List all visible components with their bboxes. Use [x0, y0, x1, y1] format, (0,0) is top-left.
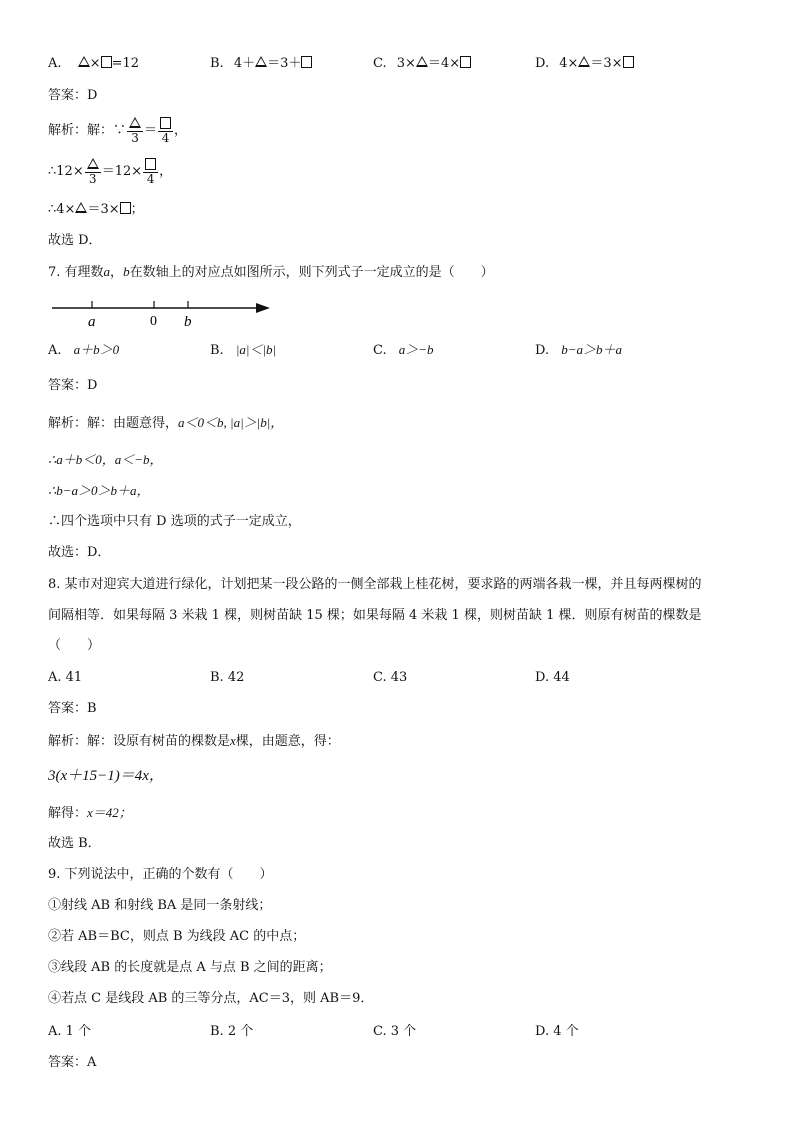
- separator: ，: [110, 265, 124, 280]
- q6-option-b: [210, 55, 312, 73]
- q8-option-d: D. 44: [535, 670, 570, 685]
- stem-suffix: 在数轴上的对应点如图所示，则下列式子一定成立的是（ ）: [129, 265, 494, 280]
- analysis-lead: 解析：解：设原有树苗的棵数是: [48, 734, 231, 749]
- q9-option-d: D. 4 个: [535, 1024, 579, 1039]
- step-mid: ＝12×: [101, 164, 143, 179]
- q8-answer: 答案：B: [48, 701, 97, 716]
- option-text: 3×: [396, 56, 416, 71]
- q8-option-b: B. 42: [210, 670, 245, 685]
- option-text: b−a＞b＋a: [561, 342, 623, 357]
- option-text: a＞−b: [398, 342, 434, 357]
- times-sign: ×: [89, 56, 101, 71]
- triangle-icon: [255, 56, 267, 67]
- option-label: B.: [210, 56, 224, 71]
- q9-item-3: ③线段 AB 的长度就是点 A 与点 B 之间的距离；: [48, 960, 332, 975]
- square-icon: [160, 117, 171, 129]
- option-label: D.: [535, 343, 550, 358]
- q8-stem-line1: 8. 某市对迎宾大道进行绿化，计划把某一段公路的一侧全部栽上桂花树，要求路的两端各栽一棵，并且每两棵树的: [48, 577, 702, 592]
- label-zero: 0: [150, 314, 157, 329]
- q9-option-b: B. 2 个: [210, 1024, 254, 1039]
- label-a: a: [88, 314, 96, 330]
- option-text: ＝3×: [590, 56, 623, 71]
- square-icon: [101, 56, 112, 68]
- analysis-lead: 解析：解：∵: [48, 123, 127, 138]
- option-text: 4＋: [233, 56, 256, 71]
- analysis-expr: a＜0＜b, |a|＞|b|，: [178, 415, 284, 430]
- q8-solve-line: [48, 804, 132, 823]
- option-label: B.: [210, 343, 224, 358]
- q7-option-a: [48, 341, 119, 360]
- q7-option-d: [535, 341, 622, 360]
- option-text: |a|＜|b|: [235, 342, 277, 357]
- comma: ，: [174, 123, 188, 138]
- semicolon: ；: [130, 202, 144, 217]
- q8-stem-line3: （ ）: [48, 638, 101, 653]
- square-icon: [460, 56, 471, 68]
- option-label: C.: [373, 56, 387, 71]
- q7-answer: 答案：D: [48, 378, 98, 393]
- equals-sign: ＝: [144, 123, 158, 138]
- equals-twelve: =12: [111, 56, 140, 71]
- q8-equation: 3(x＋15−1)＝4x，: [48, 768, 164, 784]
- q9-item-4: ④若点 C 是线段 AB 的三等分点，AC＝3，则 AB＝9．: [48, 991, 374, 1006]
- q8-option-c: C. 43: [373, 670, 408, 685]
- q9-option-a: A. 1 个: [48, 1024, 92, 1039]
- option-text: ＝4×: [427, 56, 461, 71]
- square-icon: [120, 202, 131, 214]
- option-label: A.: [48, 56, 62, 71]
- option-text: 4×: [559, 56, 579, 71]
- fraction-triangle-over-3: [127, 117, 143, 145]
- solution: x＝42；: [87, 805, 132, 820]
- analysis-tail: 棵，由题意，得：: [235, 734, 340, 749]
- q7-analysis-line1: [48, 414, 283, 433]
- q7-option-b: [210, 341, 276, 360]
- number-line-figure: [48, 296, 278, 330]
- q9-option-c: C. 3 个: [373, 1024, 417, 1039]
- q8-conclusion: 故选 B．: [48, 836, 101, 851]
- q7-stem: [48, 263, 494, 282]
- fraction-square-over-4: [158, 117, 173, 145]
- q9-stem: 9. 下列说法中，正确的个数有（ ）: [48, 867, 273, 882]
- q7-conclusion: 故选：D．: [48, 545, 111, 560]
- triangle-icon: [87, 158, 99, 169]
- q8-stem-line2: 间隔相等．如果每隔 3 米栽 1 棵，则树苗缺 15 棵；如果每隔 4 米栽 1 棵，则树苗缺 1 棵．则原有树苗的棵数是: [48, 608, 702, 623]
- q6-option-c: [373, 55, 471, 73]
- triangle-icon: [129, 117, 141, 128]
- step-prefix: ∴4×: [48, 202, 76, 217]
- q8-option-a: A. 41: [48, 670, 83, 685]
- q6-option-a: [48, 55, 139, 73]
- label-b: b: [184, 314, 192, 330]
- solve-label: 解得：: [48, 806, 88, 821]
- q9-item-1: ①射线 AB 和射线 BA 是同一条射线；: [48, 898, 272, 913]
- var-x: x: [230, 733, 236, 748]
- triangle-icon: [75, 202, 87, 213]
- triangle-icon: [78, 56, 90, 67]
- q7-analysis-step2: ∴b−a＞0＞b＋a，: [48, 483, 150, 498]
- option-label: D.: [535, 56, 550, 71]
- option-label: C.: [373, 343, 387, 358]
- step-mid: ＝3×: [87, 202, 120, 217]
- denominator: 4: [161, 130, 170, 145]
- square-icon: [301, 56, 312, 68]
- q9-answer: 答案：A: [48, 1055, 97, 1070]
- q7-option-c: [373, 341, 434, 360]
- option-text: ＝3＋: [267, 56, 302, 71]
- analysis-lead: 解析：解：由题意得，: [48, 416, 179, 431]
- q6-conclusion: 故选 D．: [48, 233, 102, 248]
- q6-option-d: [535, 55, 634, 73]
- denominator: 3: [88, 171, 97, 186]
- fraction-square-over-4: [143, 158, 158, 186]
- triangle-icon: [416, 56, 428, 67]
- var-a: a: [103, 264, 111, 279]
- q8-analysis-line1: [48, 732, 340, 751]
- fraction-triangle-over-3: [85, 158, 101, 186]
- stem-prefix: 7. 有理数: [48, 265, 104, 280]
- var-b: b: [123, 264, 130, 279]
- square-icon: [145, 158, 156, 170]
- denominator: 3: [131, 130, 139, 145]
- square-icon: [623, 56, 634, 68]
- q9-item-2: ②若 AB＝BC，则点 B 为线段 AC 的中点；: [48, 929, 306, 944]
- q6-analysis-line1: [48, 114, 187, 148]
- q6-answer: 答案：D: [48, 88, 98, 103]
- comma: ，: [159, 164, 173, 179]
- step-prefix: ∴12×: [48, 164, 84, 179]
- q7-analysis-step3: ∴四个选项中只有 D 选项的式子一定成立，: [48, 514, 301, 529]
- arrow-head-icon: [256, 303, 270, 313]
- option-label: A.: [48, 343, 62, 358]
- triangle-icon: [578, 56, 590, 67]
- option-text: a＋b＞0: [73, 342, 120, 357]
- denominator: 4: [146, 171, 155, 186]
- q6-analysis-step2: [48, 201, 144, 219]
- q6-analysis-step1: [48, 155, 172, 189]
- q7-analysis-step1: ∴a＋b＜0，a＜−b，: [48, 452, 163, 467]
